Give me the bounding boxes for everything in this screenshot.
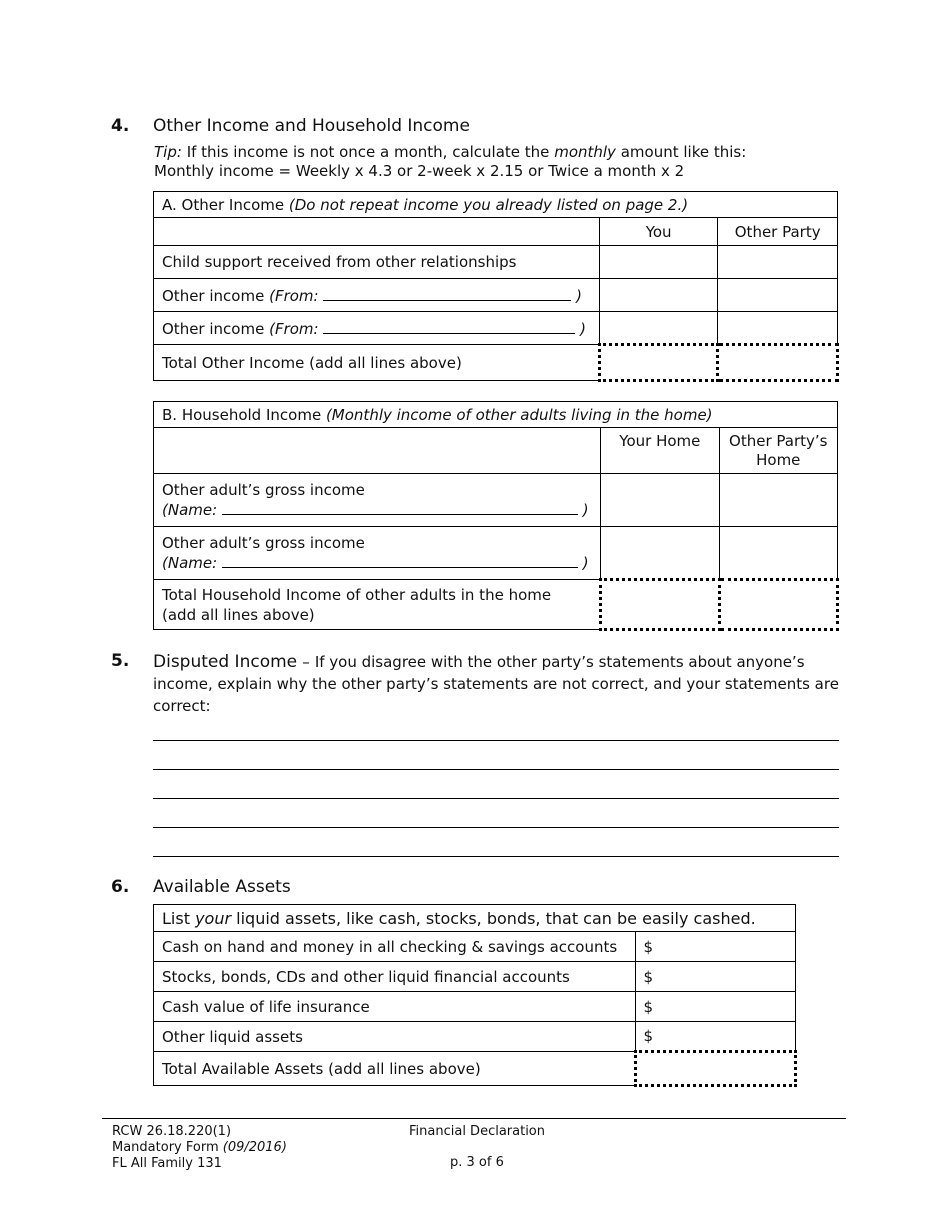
explanation-line-5[interactable]	[153, 856, 839, 857]
asset-row-label: Cash on hand and money in all checking & savings accounts	[154, 932, 636, 962]
table-row	[154, 279, 838, 312]
row-other-adult-1-label: Other adult’s gross income (Name: )	[154, 474, 601, 527]
other-adult-1-other-home-field[interactable]	[719, 474, 837, 527]
row-other-income-2-label: Other income (From: )	[154, 312, 600, 345]
available-assets-table	[153, 904, 797, 1087]
tip-label: Tip:	[154, 143, 182, 161]
disputed-income-text: Disputed Income – If you disagree with the other party’s statements about anyone’s income, explain why the other party’s statements are not correct, and your statements are correct:	[153, 652, 839, 715]
total-household-income-label: Total Household Income of other adults in the home (add all lines above)	[154, 580, 601, 630]
explanation-line-1[interactable]	[153, 740, 839, 741]
from-blank-2[interactable]	[323, 319, 575, 334]
footer-rcw: RCW 26.18.220(1)	[112, 1124, 232, 1139]
other-income-1-you-field[interactable]	[599, 279, 718, 312]
table-row	[154, 192, 838, 218]
table-row	[154, 962, 796, 992]
table-row	[154, 312, 838, 345]
footer-page-number: p. 3 of 6	[450, 1155, 504, 1170]
table-row	[154, 527, 838, 580]
table-row	[154, 992, 796, 1022]
child-support-other-field[interactable]	[718, 246, 838, 279]
other-adult-1-your-home-field[interactable]	[601, 474, 719, 527]
footer-doc-title: Financial Declaration	[409, 1124, 546, 1139]
other-income-2-other-field[interactable]	[718, 312, 838, 345]
footer-form-id: FL All Family 131	[112, 1156, 222, 1171]
explanation-line-4[interactable]	[153, 827, 839, 828]
col-your-home: Your Home	[601, 428, 719, 474]
section-6-title: Available Assets	[153, 877, 291, 897]
col-you: You	[599, 218, 718, 246]
child-support-you-field[interactable]	[599, 246, 718, 279]
table-row	[154, 218, 838, 246]
other-adult-2-other-home-field[interactable]	[719, 527, 837, 580]
table-row	[154, 1022, 796, 1052]
total-household-other-home-field[interactable]	[719, 580, 837, 630]
asset-row-label: Stocks, bonds, CDs and other liquid financial accounts	[154, 962, 636, 992]
footer-rule	[102, 1118, 846, 1119]
col-other-party-home: Other Party’s Home	[719, 428, 837, 474]
row-other-adult-2-label: Other adult’s gross income (Name: )	[154, 527, 601, 580]
other-income-1-other-field[interactable]	[718, 279, 838, 312]
other-income-heading: A. Other Income (Do not repeat income you already listed on page 2.)	[154, 192, 838, 218]
table-row	[154, 345, 838, 381]
table-row	[154, 905, 796, 932]
name-blank-2[interactable]	[222, 553, 578, 568]
section-4-title: Other Income and Household Income	[153, 116, 470, 136]
table-row	[154, 1052, 796, 1086]
other-liquid-amount-field[interactable]: $	[635, 1022, 796, 1052]
household-income-heading: B. Household Income (Monthly income of other adults living in the home)	[154, 402, 838, 428]
row-child-support-label: Child support received from other relationships	[154, 246, 600, 279]
table-row	[154, 580, 838, 630]
table-row	[154, 402, 838, 428]
other-adult-2-your-home-field[interactable]	[601, 527, 719, 580]
other-income-2-you-field[interactable]	[599, 312, 718, 345]
cash-amount-field[interactable]: $	[635, 932, 796, 962]
total-available-assets-label: Total Available Assets (add all lines above)	[154, 1052, 636, 1086]
tip-text: Tip: If this income is not once a month, calculate the monthly amount like this:	[154, 143, 747, 161]
section-5-title: Disputed Income	[153, 652, 298, 672]
total-other-income-you-field[interactable]	[599, 345, 718, 381]
household-income-table	[153, 401, 839, 631]
footer-mandatory: Mandatory Form (09/2016)	[112, 1140, 287, 1155]
stocks-amount-field[interactable]: $	[635, 962, 796, 992]
section-5-number: 5.	[111, 651, 130, 671]
col-other-party: Other Party	[718, 218, 838, 246]
footer-left	[112, 1124, 287, 1172]
tip-formula: Monthly income = Weekly x 4.3 or 2-week x 2.15 or Twice a month x 2	[154, 162, 685, 180]
total-other-income-other-field[interactable]	[718, 345, 838, 381]
from-blank-1[interactable]	[323, 286, 571, 301]
table-row	[154, 428, 838, 474]
table-row	[154, 246, 838, 279]
name-blank-1[interactable]	[222, 500, 578, 515]
row-other-income-1-label: Other income (From: )	[154, 279, 600, 312]
total-household-your-home-field[interactable]	[601, 580, 719, 630]
table-row	[154, 932, 796, 962]
total-available-assets-field[interactable]	[635, 1052, 796, 1086]
explanation-line-3[interactable]	[153, 798, 839, 799]
life-insurance-amount-field[interactable]: $	[635, 992, 796, 1022]
asset-row-label: Cash value of life insurance	[154, 992, 636, 1022]
asset-row-label: Other liquid assets	[154, 1022, 636, 1052]
assets-intro: List your liquid assets, like cash, stocks, bonds, that can be easily cashed.	[154, 905, 796, 932]
table-row	[154, 474, 838, 527]
section-6-number: 6.	[111, 877, 130, 897]
total-other-income-label: Total Other Income (add all lines above)	[154, 345, 600, 381]
section-4-number: 4.	[111, 116, 130, 136]
other-income-table	[153, 191, 839, 382]
explanation-line-2[interactable]	[153, 769, 839, 770]
